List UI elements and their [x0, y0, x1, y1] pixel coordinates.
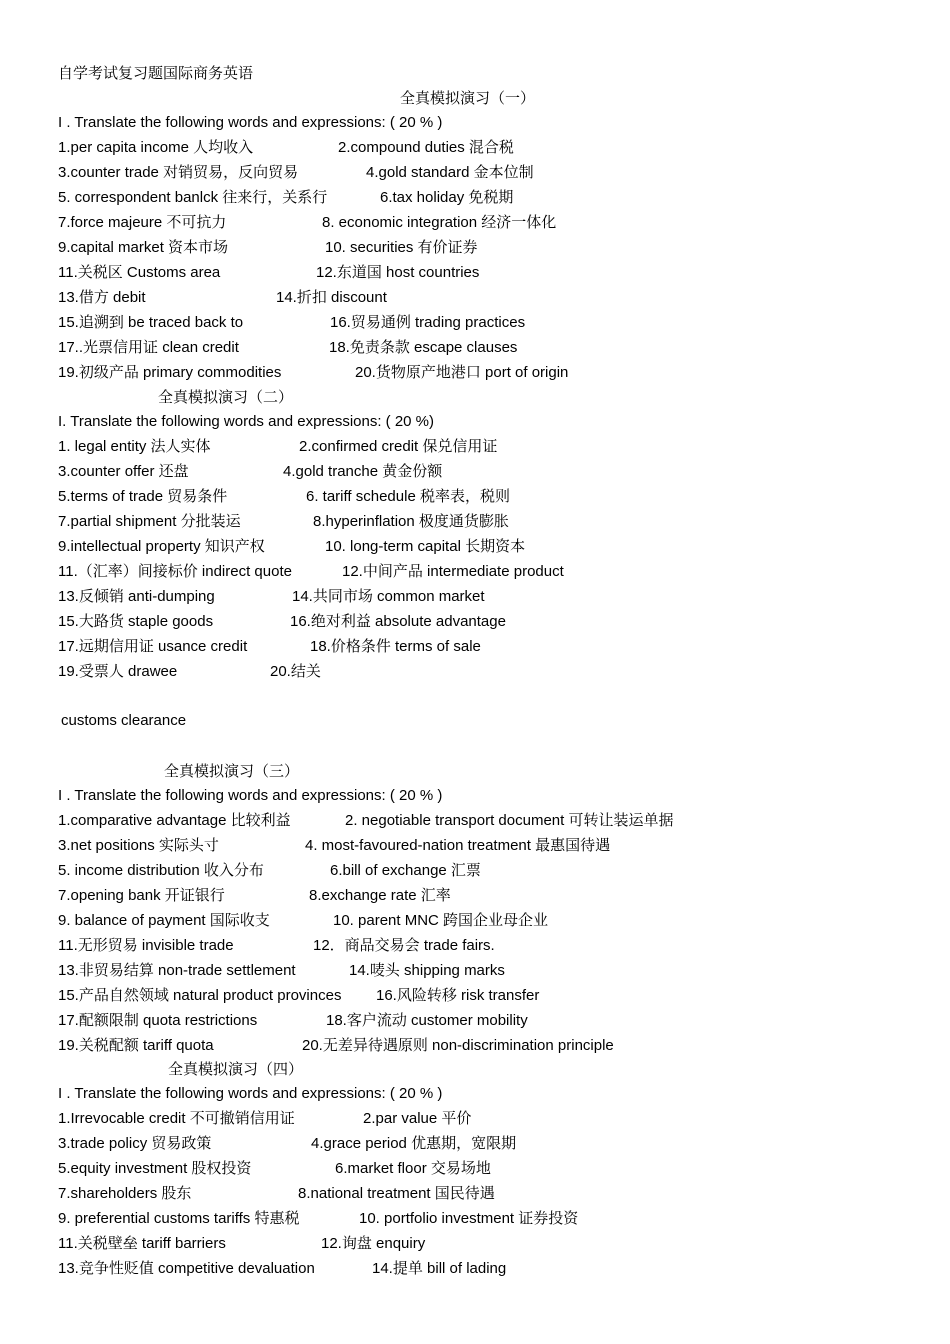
term-right: 14.共同市场 common market — [292, 588, 485, 605]
term-left: 19.初级产品 primary commodities — [58, 364, 282, 381]
term-left: 5.equity investment 股权投资 — [58, 1160, 252, 1177]
term-right: 10. long-term capital 长期资本 — [325, 538, 526, 555]
term-left: 5. income distribution 收入分布 — [58, 862, 264, 879]
section-4-heading: 全真模拟演习（四） — [168, 1061, 304, 1078]
term-left: 11.关税壁垒 tariff barriers — [58, 1235, 226, 1252]
term-right: 6.bill of exchange 汇票 — [330, 862, 481, 879]
term-right: 12.东道国 host countries — [316, 264, 480, 281]
term-right: 14.提单 bill of lading — [372, 1260, 507, 1277]
term-left: 13.竞争性贬值 competitive devaluation — [58, 1260, 315, 1277]
term-left: 15.产品自然领域 natural product provinces — [58, 987, 342, 1004]
section-2-heading: 全真模拟演习（二） — [158, 389, 294, 406]
term-left: 11.无形贸易 invisible trade — [58, 937, 234, 954]
term-right: 4.gold standard 金本位制 — [366, 164, 534, 181]
term-left: 13.借方 debit — [58, 289, 146, 306]
term-right: 16.绝对利益 absolute advantage — [290, 613, 506, 630]
term-left: 1.per capita income 人均收入 — [58, 139, 254, 156]
term-right: 18.价格条件 terms of sale — [310, 638, 481, 655]
term-left: 9. balance of payment 国际收支 — [58, 912, 270, 929]
term-left: 13.反倾销 anti-dumping — [58, 588, 215, 605]
term-left: 5.terms of trade 贸易条件 — [58, 488, 228, 505]
section-2-instruction: I. Translate the following words and expressions: ( 20 %) — [58, 413, 435, 430]
term-left: 7.partial shipment 分批装运 — [58, 513, 241, 530]
term-right: 12.中间产品 intermediate product — [342, 563, 564, 580]
term-right: 14.唛头 shipping marks — [349, 962, 505, 979]
term-right: 6.market floor 交易场地 — [335, 1160, 491, 1177]
term-right: 4.grace period 优惠期，宽限期 — [311, 1135, 517, 1152]
term-left: 19.受票人 drawee — [58, 663, 178, 680]
section-4-instruction: I . Translate the following words and expressions: ( 20 % ) — [58, 1085, 443, 1102]
term-left: 13.非贸易结算 non-trade settlement — [58, 962, 296, 979]
term-left: 3.net positions 实际头寸 — [58, 837, 219, 854]
term-right: 2.confirmed credit 保兑信用证 — [299, 438, 498, 455]
term-left: 17.配额限制 quota restrictions — [58, 1012, 258, 1029]
term-right: 2.compound duties 混合税 — [338, 139, 514, 156]
term-right: 4.gold tranche 黄金份额 — [283, 463, 443, 480]
term-right: 8. economic integration 经济一体化 — [322, 214, 557, 231]
term-left: 5. correspondent banlck 往来行，关系行 — [58, 189, 328, 206]
section-3-heading: 全真模拟演习（三） — [164, 763, 300, 780]
term-right: 16.风险转移 risk transfer — [376, 987, 540, 1004]
term-right: 14.折扣 discount — [276, 289, 387, 306]
term-right: 10. parent MNC 跨国企业母企业 — [333, 912, 549, 929]
section-1-heading: 全真模拟演习（一） — [400, 90, 536, 107]
term-left: 17..光票信用证 clean credit — [58, 339, 239, 356]
term-right: 6. tariff schedule 税率表，税则 — [306, 488, 510, 505]
term-right: 8.national treatment 国民待遇 — [298, 1185, 495, 1202]
term-right: 20.无差异待遇原则 non-discrimination principle — [302, 1037, 614, 1054]
term-left: 3.counter offer 还盘 — [58, 463, 189, 480]
term-right: 4. most-favoured-nation treatment 最惠国待遇 — [305, 837, 611, 854]
term-right: 2. negotiable transport document 可转让装运单据 — [345, 812, 674, 829]
term-left: 1.comparative advantage 比较利益 — [58, 812, 291, 829]
term-right: 16.贸易通例 trading practices — [330, 314, 526, 331]
document-title: 自学考试复习题国际商务英语 — [58, 65, 254, 82]
term-left: 15.大路货 staple goods — [58, 613, 214, 630]
term-left: 11.（汇率）间接标价 indirect quote — [58, 563, 292, 580]
term-right: 20.结关 — [270, 663, 321, 680]
term-left: 1.Irrevocable credit 不可撤销信用证 — [58, 1110, 295, 1127]
term-left: 3.trade policy 贸易政策 — [58, 1135, 212, 1152]
term-right: 18.免责条款 escape clauses — [329, 339, 518, 356]
term-right: 6.tax holiday 免税期 — [380, 189, 514, 206]
term-left: 11.关税区 Customs area — [58, 264, 221, 281]
term-left: 3.counter trade 对销贸易，反向贸易 — [58, 164, 299, 181]
term-left: 17.远期信用证 usance credit — [58, 638, 248, 655]
section-1-instruction: I . Translate the following words and expressions: ( 20 % ) — [58, 114, 443, 131]
term-left: 7.opening bank 开证银行 — [58, 887, 225, 904]
term-left: 9.capital market 资本市场 — [58, 239, 229, 256]
section-3-instruction: I . Translate the following words and expressions: ( 20 % ) — [58, 787, 443, 804]
term-right: 18.客户流动 customer mobility — [326, 1012, 528, 1029]
term-right: 10. portfolio investment 证券投资 — [359, 1210, 579, 1227]
term-left: 9.intellectual property 知识产权 — [58, 538, 265, 555]
term-left: 7.shareholders 股东 — [58, 1185, 192, 1202]
term-right: 12．商品交易会 trade fairs. — [313, 937, 495, 954]
term-right: 2.par value 平价 — [363, 1110, 472, 1127]
term-left: 9. preferential customs tariffs 特惠税 — [58, 1210, 300, 1227]
term-right: 10. securities 有价证券 — [325, 239, 478, 256]
term-right: 8.exchange rate 汇率 — [309, 887, 451, 904]
term-right: 12.询盘 enquiry — [321, 1235, 426, 1252]
term-left: 1. legal entity 法人实体 — [58, 438, 211, 455]
trailing-term: customs clearance — [61, 712, 187, 729]
term-left: 15.追溯到 be traced back to — [58, 314, 244, 331]
term-left: 7.force majeure 不可抗力 — [58, 214, 227, 231]
term-left: 19.关税配额 tariff quota — [58, 1037, 214, 1054]
term-right: 8.hyperinflation 极度通货膨胀 — [313, 513, 509, 530]
term-right: 20.货物原产地港口 port of origin — [355, 364, 569, 381]
